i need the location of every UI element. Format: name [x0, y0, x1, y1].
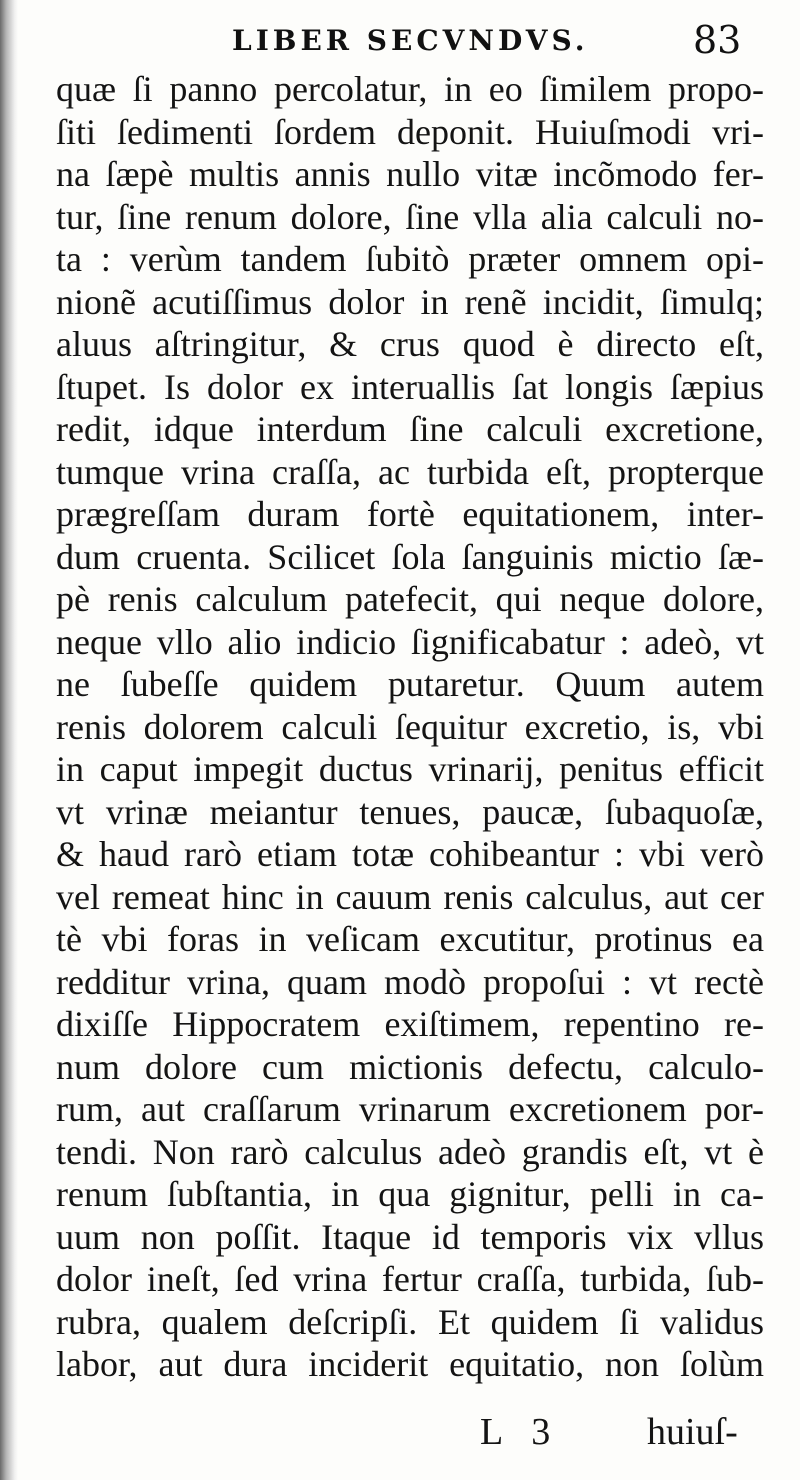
text-line: dolor ineſt, ſed vrina fertur craſſa, turbida, ſub- [56, 1259, 764, 1299]
text-line: renis dolorem calculi ſequitur excretio, is, vbi [56, 706, 764, 747]
text-line: in caput impegit ductus vrinarij, penitus efficit [56, 749, 764, 789]
text-line: pè renis calculum patefecit, qui neque dolore, [56, 579, 764, 619]
text-line: nionẽ acutiſſimus dolor in renẽ incidit, ſimulq; [56, 281, 764, 322]
text-line: neque vllo alio indicio ſignificabatur : adeò, vt [56, 621, 764, 662]
text-line: tumque vrina craſſa, ac turbida eſt, propterque [56, 451, 764, 492]
text-line: tè vbi foras in veſicam excutitur, protinus ea [56, 919, 764, 959]
text-line: vel remeat hinc in cauum renis calculus, aut cer [56, 876, 764, 917]
text-line: na ſæpè multis annis nullo vitæ incõmodo fer- [56, 154, 764, 194]
text-line: redditur vrina, quam modò propoſui : vt rectè [56, 961, 764, 1002]
text-line: ſtupet. Is dolor ex interuallis ſat longis ſæpius [56, 366, 764, 407]
text-line: uum non poſſit. Itaque id temporis vix vllus [56, 1216, 764, 1257]
text-line: dum cruenta. Scilicet ſola ſanguinis mictio ſæ- [56, 536, 764, 577]
text-line: labor, aut dura inciderit equitatio, non ſolùm [56, 1344, 764, 1384]
text-line: ta : verùm tandem ſubitò præter omnem opi- [56, 239, 764, 279]
page-footer [0, 1392, 800, 1452]
text-line: ſiti ſedimenti ſordem deponit. Huiuſmodi vri- [56, 111, 764, 152]
text-line: vt vrinæ meiantur tenues, paucæ, ſubaquoſæ, [56, 791, 764, 832]
text-line: quæ ſi panno percolatur, in eo ſimilem propo- [56, 69, 764, 109]
text-line: ne ſubeſſe quidem putaretur. Quum autem [56, 664, 764, 704]
text-line: tendi. Non rarò calculus adeò grandis eſt, vt è [56, 1131, 764, 1172]
running-title: LIBER SECVNDVS. [232, 24, 589, 57]
text-line: tur, ſine renum dolore, ſine vlla alia calculi no- [56, 196, 764, 237]
page-header [0, 18, 800, 68]
text-line: & haud rarò etiam totæ cohibeantur : vbi verò [56, 834, 764, 874]
signature-mark: L 3 [480, 1411, 561, 1453]
gutter-shadow [0, 0, 18, 1480]
text-line: redit, idque interdum ſine calculi excretione, [56, 409, 764, 449]
text-line: prægreſſam duram fortè equitationem, inter- [56, 494, 764, 534]
text-line: dixiſſe Hippocratem exiſtimem, repentino re- [56, 1004, 764, 1044]
catchword: huiuſ- [647, 1411, 738, 1453]
page-number: 83 [693, 18, 742, 62]
text-line: renum ſubſtantia, in qua gignitur, pelli in ca- [56, 1174, 764, 1214]
body-text [56, 68, 764, 1386]
text-line: rum, aut craſſarum vrinarum excretionem por- [56, 1089, 764, 1129]
text-line: rubra, qualem deſcripſi. Et quidem ſi validus [56, 1301, 764, 1342]
text-line: num dolore cum mictionis defectu, calculo- [56, 1046, 764, 1087]
text-line: aluus aſtringitur, & crus quod è directo eſt, [56, 324, 764, 364]
